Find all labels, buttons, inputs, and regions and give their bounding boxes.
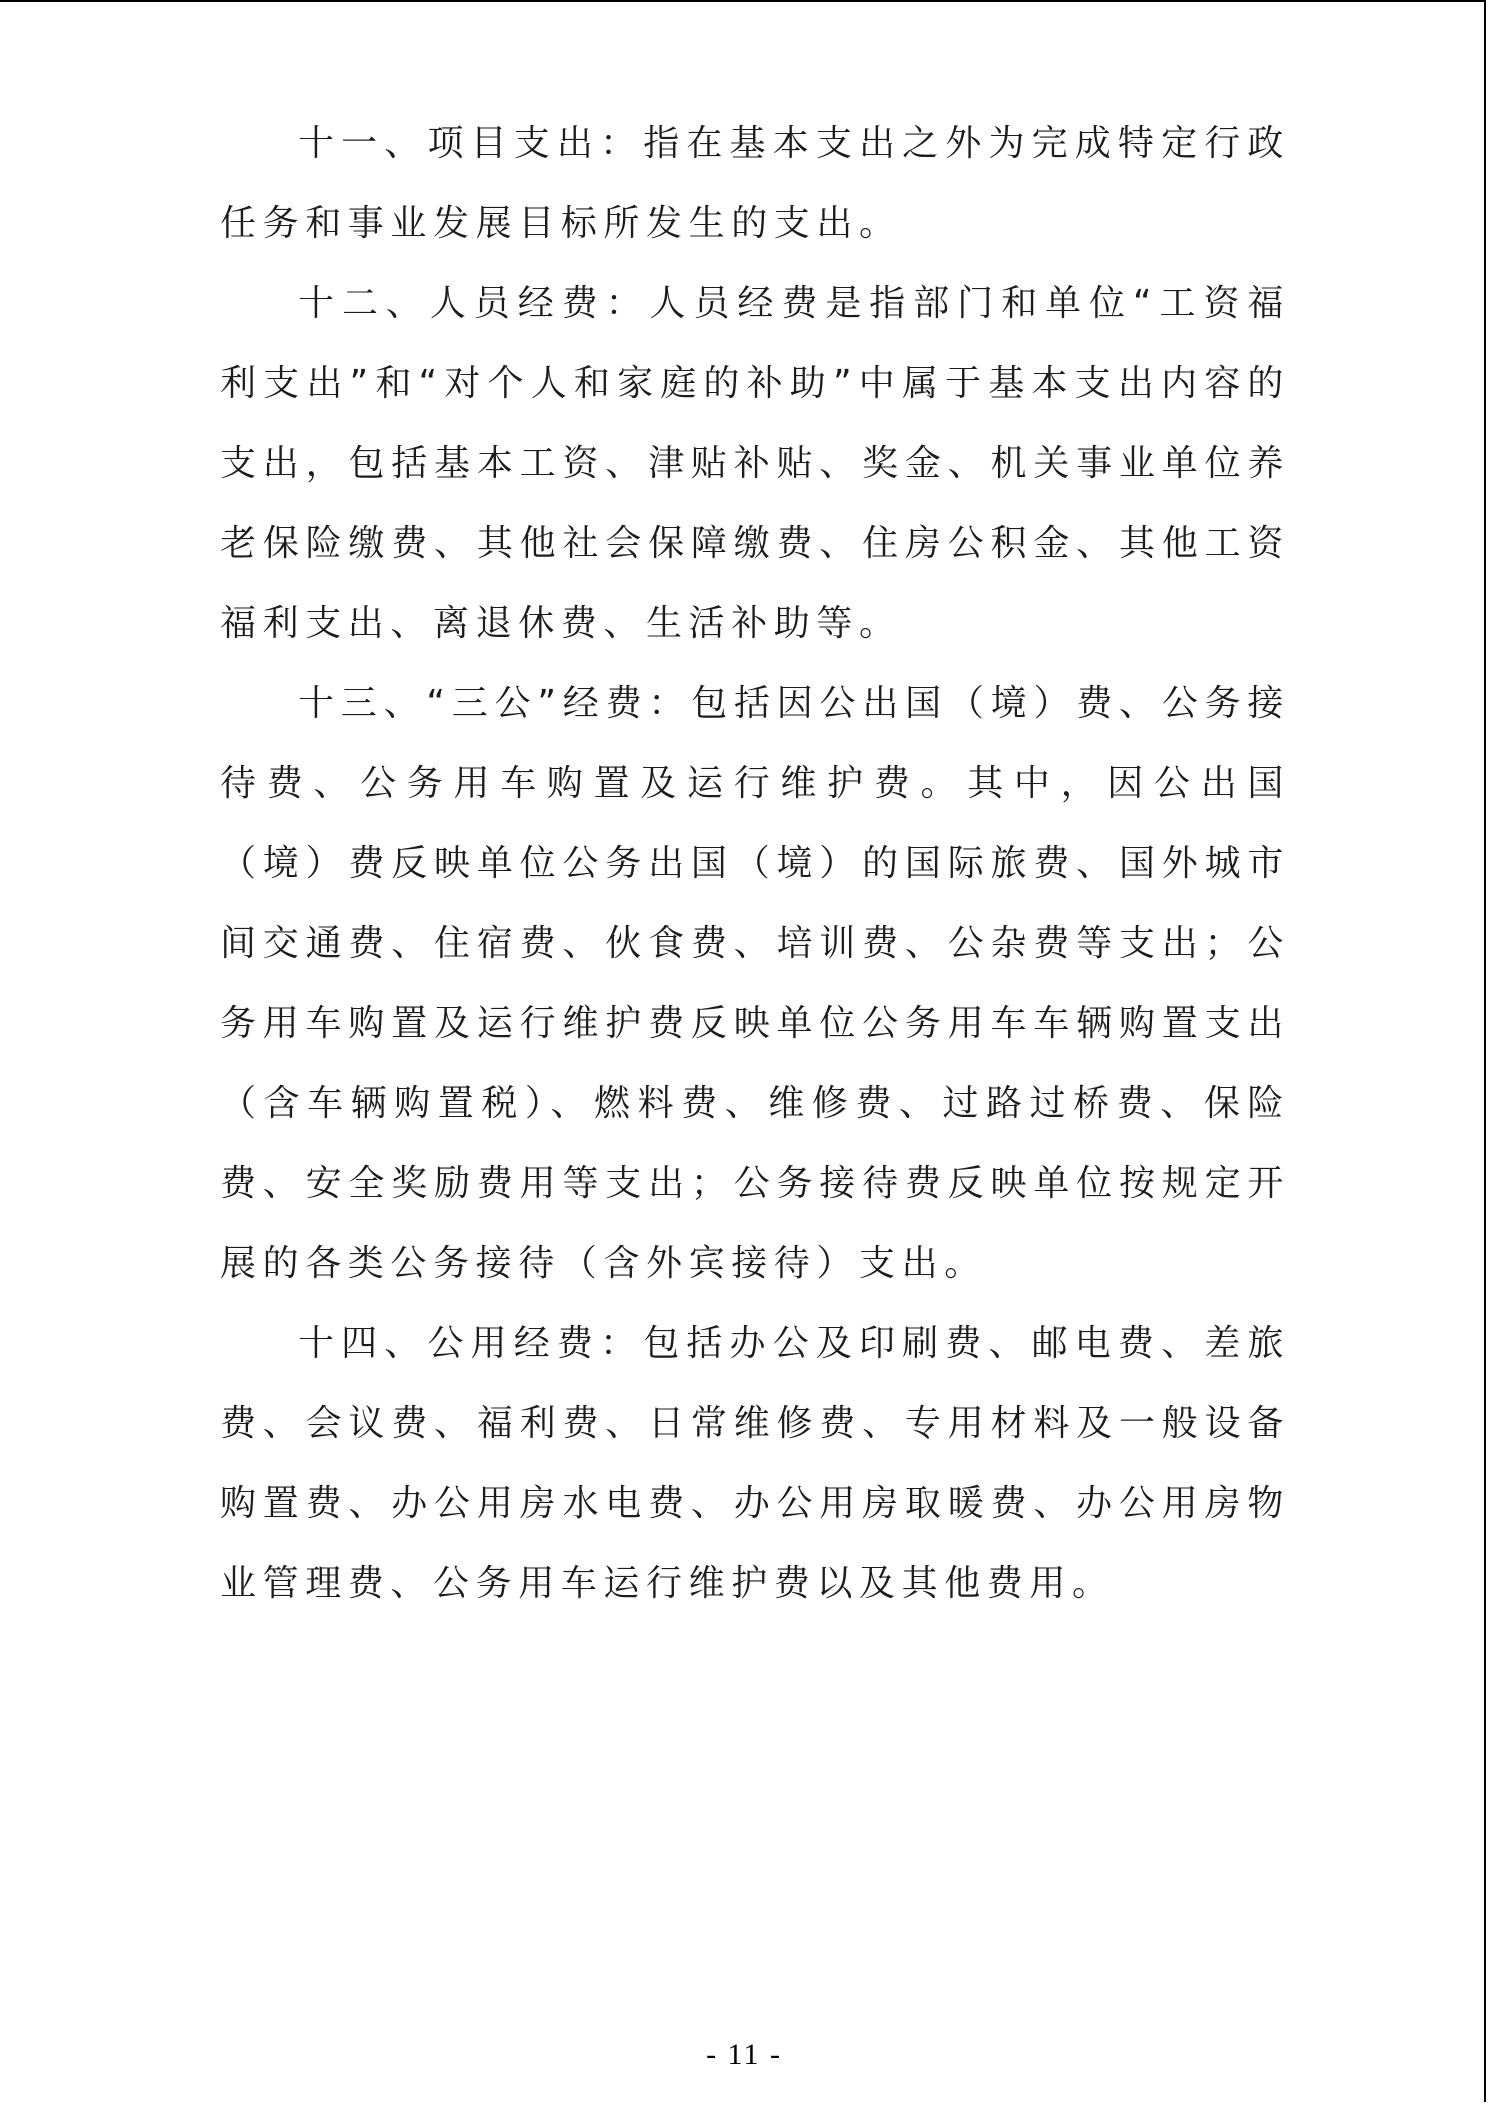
paragraph-personnel-expenses: 十二、人员经费：人员经费是指部门和单位“工资福利支出”和“对个人和家庭的补助”中属于基本支出内容的支出，包括基本工资、津贴补贴、奖金、机关事业单位养老保险缴费、其他社会保障缴费、住房公积金、其他工资福利支出、离退休费、生活补助等。 [220,283,1290,644]
paragraph-project-expenditure: 十一、项目支出：指在基本支出之外为完成特定行政任务和事业发展目标所发生的支出。 [220,123,1290,244]
paragraph-public-expenses: 十四、公用经费：包括办公及印刷费、邮电费、差旅费、会议费、福利费、日常维修费、专用材料及一般设备购置费、办公用房水电费、办公用房取暖费、办公用房物业管理费、公务用车运行维护费以及其他费用。 [220,1323,1290,1604]
paragraph-three-public-expenses: 十三、“三公”经费：包括因公出国（境）费、公务接待费、公务用车购置及运行维护费。其中，因公出国（境）费反映单位公务出国（境）的国际旅费、国外城市间交通费、住宿费、伙食费、培训费、公杂费等支出；公务用车购置及运行维护费反映单位公务用车车辆购置支出（含车辆购置税）、燃料费、维修费、过路过桥费、保险费、安全奖励费用等支出；公务接待费反映单位按规定开展的各类公务接待（含外宾接待）支出。 [220,683,1290,1284]
document-body [220,104,1290,1624]
page-number: - 11 - [706,2038,782,2071]
